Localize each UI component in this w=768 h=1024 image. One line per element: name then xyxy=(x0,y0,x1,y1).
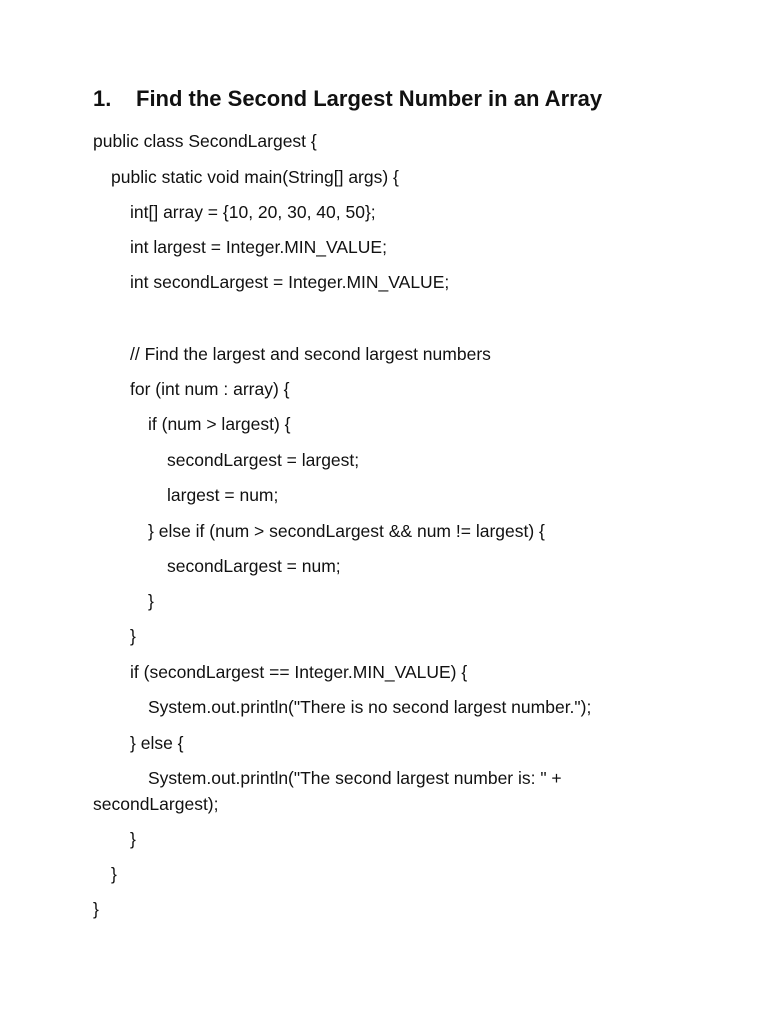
code-line: int largest = Integer.MIN_VALUE; xyxy=(130,237,387,257)
code-line: public class SecondLargest { xyxy=(93,131,317,151)
code-line: public static void main(String[] args) { xyxy=(111,167,399,187)
code-line: largest = num; xyxy=(167,485,279,505)
heading-number: 1. xyxy=(93,86,112,111)
code-line: secondLargest = num; xyxy=(167,556,341,576)
code-line: } xyxy=(93,899,99,919)
code-line: } xyxy=(130,829,136,849)
code-line: secondLargest); xyxy=(93,794,219,814)
code-line: if (secondLargest == Integer.MIN_VALUE) { xyxy=(130,662,468,682)
code-line: if (num > largest) { xyxy=(148,414,291,434)
code-line: System.out.println("There is no second largest number."); xyxy=(148,697,592,717)
code-line: } xyxy=(111,864,117,884)
code-line: secondLargest = largest; xyxy=(167,450,360,470)
section-heading xyxy=(93,86,602,112)
code-line: System.out.println("The second largest number is: " + xyxy=(148,768,562,788)
code-line: } xyxy=(148,591,154,611)
code-line: } else { xyxy=(130,733,184,753)
code-line: int[] array = {10, 20, 30, 40, 50}; xyxy=(130,202,376,222)
code-line: int secondLargest = Integer.MIN_VALUE; xyxy=(130,272,450,292)
heading-title: Find the Second Largest Number in an Array xyxy=(136,86,603,111)
code-line: for (int num : array) { xyxy=(130,379,290,399)
code-line: } else if (num > secondLargest && num != largest) { xyxy=(148,521,545,541)
code-line: } xyxy=(130,626,136,646)
code-comment: // Find the largest and second largest numbers xyxy=(130,344,491,364)
